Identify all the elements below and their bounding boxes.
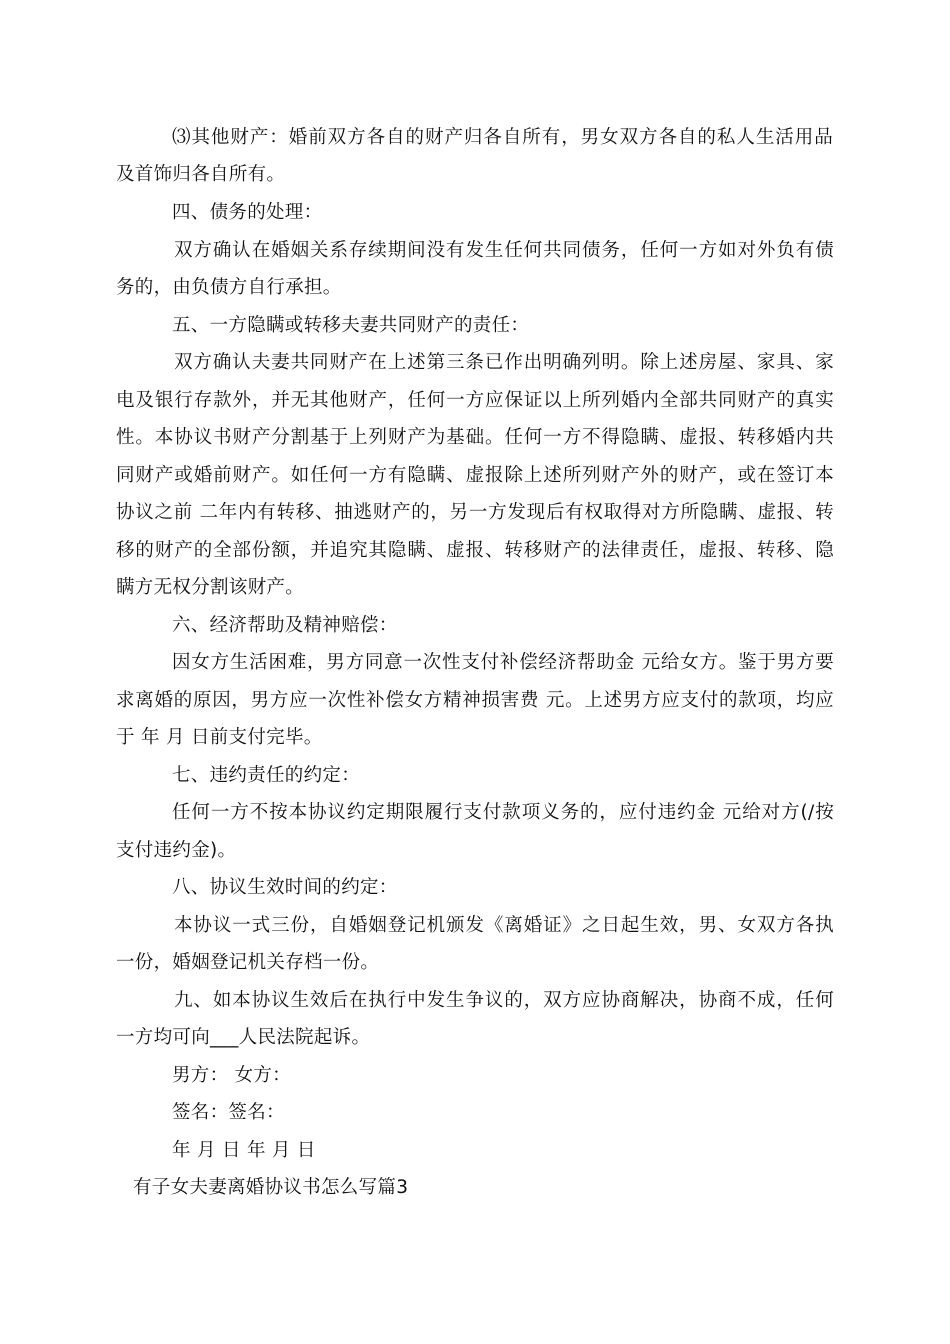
section-heading: 四、债务的处理：: [172, 202, 323, 223]
paragraph-line: 一方均可向___人民法院起诉。: [116, 1027, 371, 1048]
section-heading: 五、一方隐瞒或转移夫妻共同财产的责任：: [172, 315, 530, 336]
paragraph-line: 求离婚的原因，男方应一次性补偿女方精神损害费 元。上述男方应支付的款项，均应: [116, 690, 834, 711]
paragraph-line: 于 年 月 日前支付完毕。: [116, 727, 323, 748]
paragraph-line: ⑶其他财产：婚前双方各自的财产归各自所有，男女双方各自的私人生活用品: [172, 127, 833, 148]
paragraph-line: 因女方生活困难，男方同意一次性支付补偿经济帮助金 元给女方。鉴于男方要: [172, 652, 834, 673]
section-heading: 八、协议生效时间的约定：: [172, 877, 398, 898]
paragraph-line: 任何一方不按本协议约定期限履行支付款项义务的，应付违约金 元给对方(/按: [172, 802, 834, 823]
paragraph-line: 双方确认夫妻共同财产在上述第三条已作出明确列明。除上述房屋、家具、家: [174, 352, 834, 373]
paragraph-line: 移的财产的全部份额，并追究其隐瞒、虚报、转移财产的法律责任，虚报、转移、隐: [116, 540, 834, 561]
paragraph-line: 务的，由负债方自行承担。: [116, 277, 342, 298]
paragraph-line: 协议之前 二年内有转移、抽逃财产的，另一方发现后有权取得对方所隐瞒、虚报、转: [116, 502, 834, 523]
paragraph-line: 瞒方无权分割该财产。: [116, 577, 305, 598]
paragraph-line: 一份，婚姻登记机关存档一份。: [116, 952, 380, 973]
paragraph-line: 及首饰归各自所有。: [116, 164, 286, 185]
paragraph-line: 九、如本协议生效后在执行中发生争议的，双方应协商解决，协商不成，任何: [174, 990, 834, 1011]
paragraph-line: 电及银行存款外，并无其他财产，任何一方应保证以上所列婚内全部共同财产的真实: [116, 390, 834, 411]
paragraph-line: 双方确认在婚姻关系存续期间没有发生任何共同债务，任何一方如对外负有债: [174, 240, 834, 261]
paragraph-line: 支付违约金)。: [116, 840, 237, 861]
signature-dates: 年 月 日 年 月 日: [172, 1140, 316, 1161]
paragraph-line: 本协议一式三份，自婚姻登记机颁发《离婚证》之日起生效，男、女双方各执: [174, 915, 834, 936]
section-heading: 六、经济帮助及精神赔偿：: [172, 615, 398, 636]
signature-lines: 签名：签名：: [172, 1102, 285, 1123]
section-heading: 七、违约责任的约定：: [172, 765, 361, 786]
next-section-title: 有子女夫妻离婚协议书怎么写篇3: [133, 1177, 409, 1198]
paragraph-line: 性。本协议书财产分割基于上列财产为基础。任何一方不得隐瞒、虚报、转移婚内共: [116, 427, 834, 448]
signature-parties: 男方： 女方：: [172, 1065, 291, 1086]
paragraph-line: 同财产或婚前财产。如任何一方有隐瞒、虚报除上述所列财产外的财产，或在签订本: [116, 465, 834, 486]
